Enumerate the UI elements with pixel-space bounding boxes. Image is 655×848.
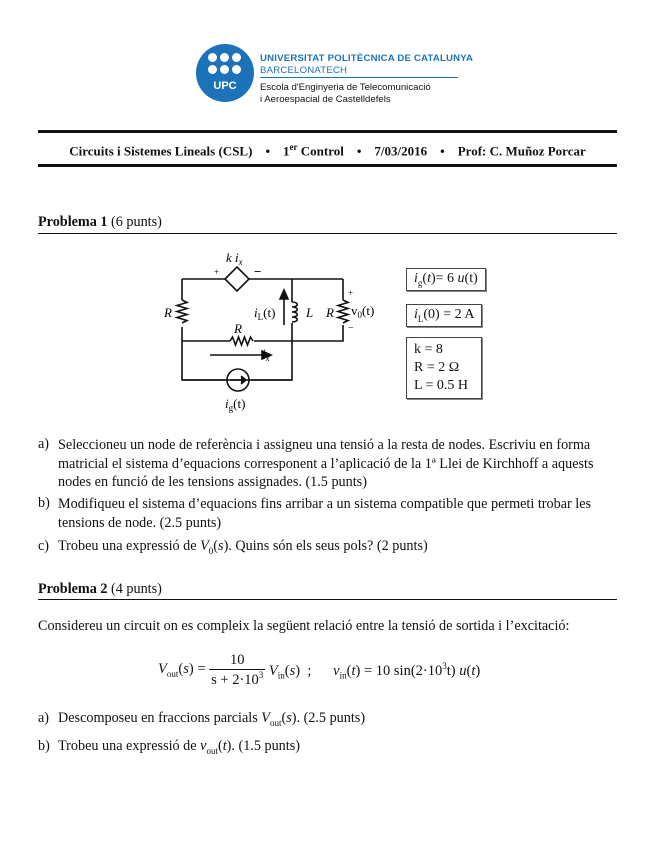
item-label: b) xyxy=(38,495,50,511)
school-line1: Escola d'Enginyeria de Telecomunicació xyxy=(260,82,431,93)
item-label: b) xyxy=(38,738,50,754)
svg-text:+: + xyxy=(214,267,220,277)
header-rule-top xyxy=(38,130,617,133)
exam-header: Circuits i Sistemes Lineals (CSL) • 1er Control • 7/03/2016 • Prof: C. Muñoz Porcar xyxy=(69,142,586,159)
svg-text:R: R xyxy=(164,305,172,320)
problem2-intro: Considereu un circuit on es compleix la següent relació entre la tensió de sortida i l’excitació: xyxy=(38,618,570,634)
svg-text:L: L xyxy=(306,305,314,320)
resistor-right xyxy=(338,300,348,323)
header-rule-bottom xyxy=(38,164,617,167)
initial-condition-box: $i_L(0) = 2$ A xyxy=(406,304,482,327)
inductor xyxy=(292,302,297,322)
problem1-item-a: Seleccioneu un node de referència i assigneu una tensió a la resta de nodes. Escriviu en forma matricial el sistema d’equacions corresponent a l’aplicació de la 1ª Llei de Kirchhoff a aquests nodes en funció de les tensions assignades. (1.5 punts) xyxy=(58,437,594,490)
transfer-equation: $V_{out}(s)$ = $\frac{10}{s + 2\cdot 10^3}$ $V_{in}(s)$ ; $v_{in}(t) = 10$ $\sin(2\cdot 10^3t)$ u(t) xyxy=(158,652,481,688)
ig-definition-box: $i_g(t)= 6$ u(t) xyxy=(406,268,486,291)
circuit-diagram xyxy=(150,245,410,420)
svg-text:R: R xyxy=(234,321,242,336)
svg-text:ig(t): $i_g(t)$ xyxy=(225,396,246,413)
school-line2: i Aeroespacial de Castelldefels xyxy=(260,94,391,105)
resistor-middle xyxy=(230,337,253,345)
logo-text: UPC xyxy=(213,80,237,92)
resistor-left xyxy=(177,300,187,323)
problem1-item-b: Modifiqueu el sistema d’equacions fins arribar a un sistema compatible que permeti trobar les tensions de node. (2.5 punts) xyxy=(58,496,592,531)
problem2-title: Problema 2 (4 punts) xyxy=(38,581,162,597)
university-subtitle: BARCELONATECH xyxy=(260,65,348,76)
svg-text:v0(t): $v_0(t)$ xyxy=(351,303,375,320)
svg-text:ix: $i_x$ xyxy=(262,346,270,363)
item-label: a) xyxy=(38,436,50,452)
dependent-voltage-source xyxy=(225,267,249,291)
item-label: c) xyxy=(38,538,50,554)
parameters-box: k = 8 R = 2 Ω L = 0.5 H xyxy=(406,337,482,399)
problem2-item-a: Descomposeu en fraccions parcials $V_{out}(s)$. (2.5 punts) xyxy=(58,710,366,728)
svg-text:R: R xyxy=(326,305,334,320)
svg-text:−: − xyxy=(348,323,354,334)
svg-text:−: − xyxy=(254,264,262,279)
svg-text:iL(t): $i_L(t)$ xyxy=(254,305,276,322)
svg-text:k ix: k $i_x$ xyxy=(226,250,243,267)
university-name: UNIVERSITAT POLITÈCNICA DE CATALUNYA xyxy=(260,53,474,64)
upc-logo xyxy=(196,44,254,102)
fraction-numerator: 10 xyxy=(229,652,245,668)
svg-text:+: + xyxy=(348,288,354,298)
problem1-title: Problema 1 (6 punts) xyxy=(38,214,162,230)
fraction-denominator: $s + 2\cdot 10^3$ xyxy=(211,670,264,688)
problem2-item-b: Trobeu una expressió de $v_{out}(t)$. (1.5 punts) xyxy=(58,738,300,756)
problem1-item-c: Trobeu una expressió de $V_0(s)$. Quins són els seus pols? (2 punts) xyxy=(58,538,428,556)
item-label: a) xyxy=(38,710,50,726)
